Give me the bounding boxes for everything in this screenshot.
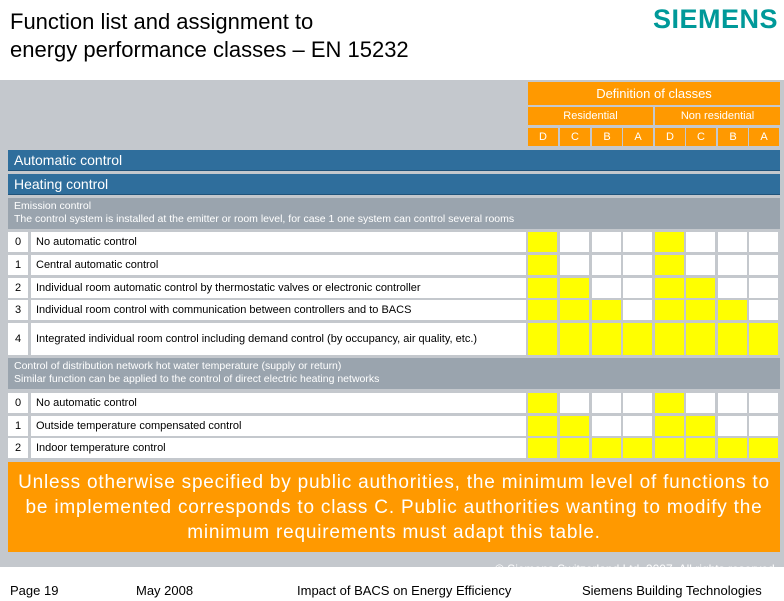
- class-cell-filled: [655, 232, 684, 252]
- residential-header: Residential: [528, 107, 653, 125]
- class-cell-filled: [560, 300, 589, 320]
- non-residential-header: Non residential: [655, 107, 780, 125]
- class-cell-empty: [560, 255, 589, 275]
- class-letter: B: [592, 128, 622, 146]
- row-number: 3: [8, 300, 28, 320]
- class-cell-empty: [718, 416, 747, 436]
- class-cell-filled: [718, 438, 747, 458]
- class-cell-filled: [528, 438, 557, 458]
- class-cell-filled: [749, 323, 778, 355]
- class-cell-filled: [560, 323, 589, 355]
- class-cell-filled: [749, 438, 778, 458]
- class-cell-empty: [686, 232, 715, 252]
- class-cell-filled: [528, 278, 557, 298]
- function-description: Individual room control with communication between controllers and to BACS: [31, 300, 526, 320]
- footer-company: Siemens Building Technologies: [582, 583, 762, 598]
- class-cell-empty: [718, 393, 747, 413]
- class-cell-empty: [623, 416, 652, 436]
- copyright: © Siemens Switzerland Ltd. 2007. All rights reserved.: [495, 562, 778, 576]
- class-cell-empty: [592, 232, 621, 252]
- class-cell-empty: [592, 416, 621, 436]
- section-title: Control of distribution network hot water temperature (supply or return): [14, 360, 342, 372]
- class-letter: D: [655, 128, 685, 146]
- function-description: Integrated individual room control including demand control (by occupancy, air quality, etc.): [31, 323, 526, 355]
- heating-control-bar: Heating control: [8, 174, 780, 195]
- class-cell-filled: [560, 416, 589, 436]
- class-cell-filled: [623, 438, 652, 458]
- section-subtitle: The control system is installed at the emitter or room level, for case 1 one system can control several rooms: [14, 213, 515, 225]
- class-cell-empty: [592, 255, 621, 275]
- function-description: Indoor temperature control: [31, 438, 526, 458]
- row-number: 2: [8, 438, 28, 458]
- class-letter: C: [560, 128, 590, 146]
- class-cell-empty: [623, 278, 652, 298]
- class-cell-empty: [686, 255, 715, 275]
- class-cell-empty: [560, 393, 589, 413]
- class-cell-filled: [655, 255, 684, 275]
- class-cell-filled: [560, 438, 589, 458]
- class-cell-filled: [528, 255, 557, 275]
- row-number: 1: [8, 255, 28, 275]
- row-number: 4: [8, 323, 28, 355]
- class-cell-filled: [718, 323, 747, 355]
- class-cell-empty: [718, 278, 747, 298]
- page-number: Page 19: [10, 583, 59, 598]
- function-description: Individual room automatic control by thermostatic valves or electronic controller: [31, 278, 526, 298]
- class-cell-filled: [655, 278, 684, 298]
- class-letter: D: [528, 128, 558, 146]
- function-description: Outside temperature compensated control: [31, 416, 526, 436]
- class-cell-filled: [592, 300, 621, 320]
- function-description: No automatic control: [31, 393, 526, 413]
- class-cell-filled: [655, 416, 684, 436]
- class-cell-empty: [749, 300, 778, 320]
- footer-date: May 2008: [136, 583, 194, 598]
- class-cell-empty: [623, 255, 652, 275]
- class-cell-empty: [749, 232, 778, 252]
- row-number: 1: [8, 416, 28, 436]
- class-cell-empty: [592, 393, 621, 413]
- class-cell-filled: [592, 323, 621, 355]
- minimum-level-notice: Unless otherwise specified by public authorities, the minimum level of functions to be implemented corresponds to class C. Public authorities wanting to modify the minimum requirements must adapt this table.: [8, 462, 780, 552]
- class-cell-empty: [623, 393, 652, 413]
- footer-topic: Impact of BACS on Energy Efficiency: [297, 583, 512, 598]
- function-description: No automatic control: [31, 232, 526, 252]
- class-cell-empty: [718, 232, 747, 252]
- class-letter: C: [686, 128, 716, 146]
- class-cell-filled: [686, 278, 715, 298]
- class-cell-filled: [528, 393, 557, 413]
- row-number: 0: [8, 232, 28, 252]
- class-cell-empty: [560, 232, 589, 252]
- class-cell-empty: [749, 393, 778, 413]
- class-cell-empty: [686, 393, 715, 413]
- class-cell-filled: [655, 300, 684, 320]
- class-cell-filled: [718, 300, 747, 320]
- class-cell-filled: [528, 323, 557, 355]
- class-cell-empty: [718, 255, 747, 275]
- class-cell-filled: [528, 232, 557, 252]
- class-letter: A: [749, 128, 779, 146]
- definition-of-classes-header: Definition of classes: [528, 82, 780, 105]
- section-title: Emission control: [14, 200, 92, 212]
- class-cell-empty: [592, 278, 621, 298]
- automatic-control-bar: Automatic control: [8, 150, 780, 171]
- class-cell-filled: [686, 416, 715, 436]
- row-number: 0: [8, 393, 28, 413]
- page-title: Function list and assignment to energy performance classes – EN 15232: [10, 9, 409, 62]
- class-cell-filled: [560, 278, 589, 298]
- class-cell-filled: [528, 300, 557, 320]
- function-description: Central automatic control: [31, 255, 526, 275]
- class-cell-filled: [655, 323, 684, 355]
- class-cell-filled: [686, 300, 715, 320]
- section-emission-control: [8, 198, 780, 229]
- class-cell-filled: [623, 323, 652, 355]
- class-cell-empty: [749, 416, 778, 436]
- class-cell-empty: [623, 300, 652, 320]
- class-letter: A: [623, 128, 653, 146]
- class-cell-empty: [749, 278, 778, 298]
- class-cell-empty: [749, 255, 778, 275]
- class-cell-filled: [655, 393, 684, 413]
- class-cell-filled: [686, 323, 715, 355]
- class-cell-filled: [655, 438, 684, 458]
- class-cell-filled: [528, 416, 557, 436]
- section-subtitle: Similar function can be applied to the control of direct electric heating networks: [14, 373, 380, 385]
- row-number: 2: [8, 278, 28, 298]
- siemens-logo: SIEMENS: [652, 4, 778, 34]
- class-cell-filled: [686, 438, 715, 458]
- class-cell-filled: [592, 438, 621, 458]
- section-distribution-control: [8, 358, 780, 389]
- class-letter: B: [718, 128, 748, 146]
- class-cell-empty: [623, 232, 652, 252]
